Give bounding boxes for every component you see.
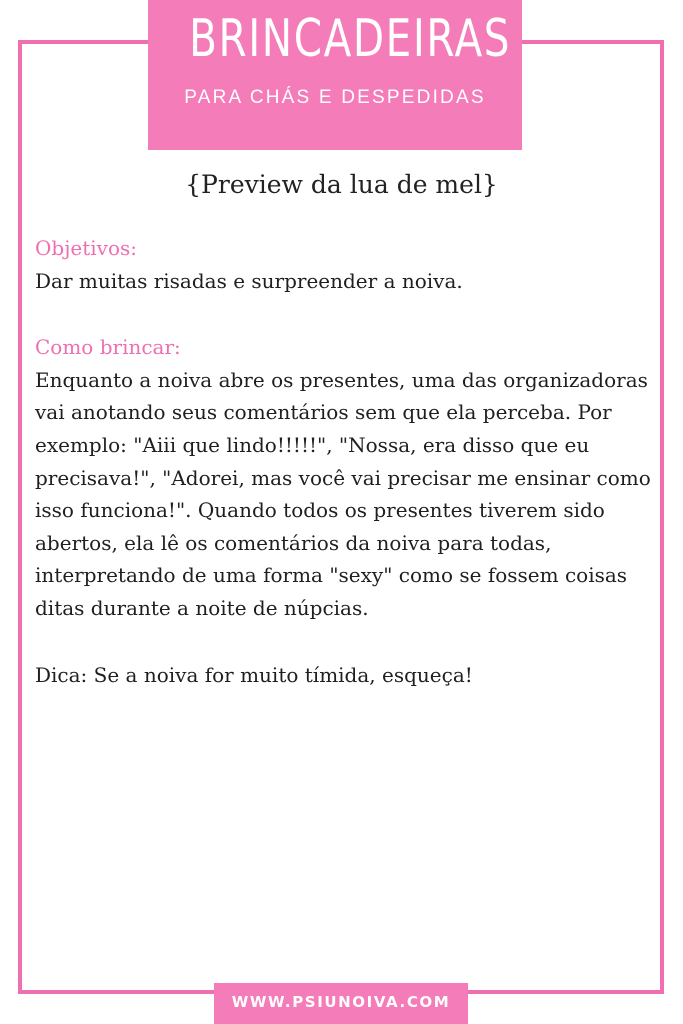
header-subtitle: PARA CHÁS E DESPEDIDAS <box>184 87 486 108</box>
como-brincar-text: Enquanto a noiva abre os presentes, uma das organizadoras vai anotando seus comentários sem que ela perceba. Por exemplo: "Aiii que lindo!!!!!", "Nossa, era disso que eu precisava!", "Adorei, mas você vai precisar me ensinar como isso funciona!". Quando todos os presentes tiverem sido abertos, ela lê os comentários da noiva para todas, interpretando de uma forma "sexy" como se fossem coisas ditas durante a noite de núpcias. <box>35 367 651 620</box>
objetivos-text: Dar muitas risadas e surpreender a noiva. <box>35 268 463 293</box>
spacer <box>35 297 655 331</box>
header-title: BRINCADEIRAS <box>189 9 512 69</box>
footer-url-link[interactable]: WWW.PSIUNOIVA.COM <box>214 983 468 1024</box>
content-body <box>35 232 655 691</box>
spacer <box>35 625 655 659</box>
header-banner <box>148 0 522 150</box>
page-title: {Preview da lua de mel} <box>185 170 498 199</box>
como-brincar-label: Como brincar: <box>35 335 181 360</box>
dica-text: Dica: Se a noiva for muito tímida, esqueça! <box>35 662 473 687</box>
objetivos-label: Objetivos: <box>35 236 138 260</box>
